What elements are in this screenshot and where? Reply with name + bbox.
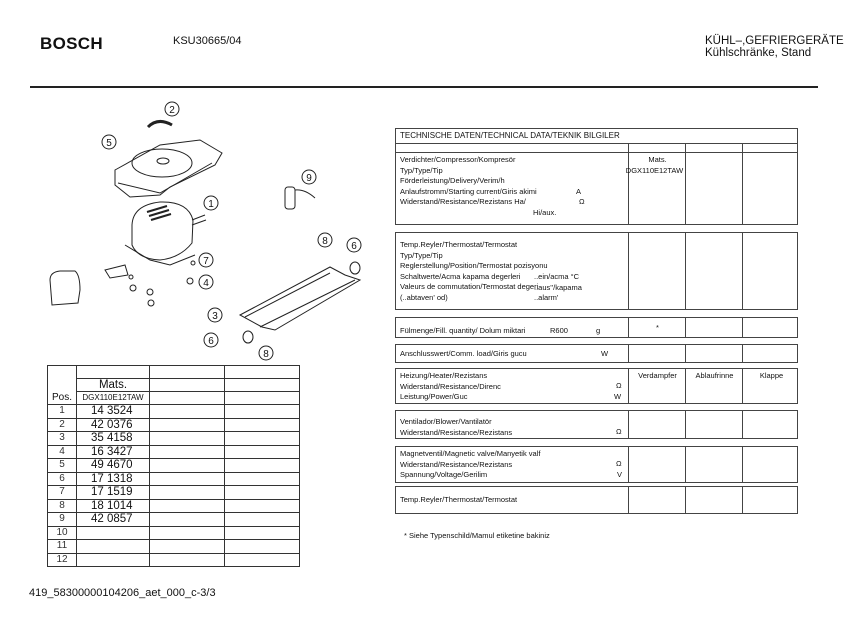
unit-ohm: Ω <box>579 197 585 206</box>
fill-value: * <box>656 323 659 332</box>
category-line-2: Kühlschränke, Stand <box>705 47 812 59</box>
callout-6a: 6 <box>351 241 357 252</box>
callout-8b: 8 <box>263 349 269 360</box>
table-row: 4 16 3427 <box>48 445 300 459</box>
tech-heater-block: Heizung/Heater/Rezistans Widerstand/Resistance/Direnc Leistung/Power/Guc Ω W Verdampfer Ablaufrinne Klappe <box>395 368 798 404</box>
callout-2: 2 <box>169 105 175 116</box>
callout-7: 7 <box>203 256 209 267</box>
category-line-1: KÜHL–,GEFRIERGERÄTE <box>705 35 844 47</box>
compressor-type: DGX110E12TAW <box>625 165 684 175</box>
grommet-part <box>187 278 193 284</box>
document-id: 419_58300000104206_aet_000_c-3/3 <box>29 587 216 599</box>
callout-6b: 6 <box>208 336 214 347</box>
pos-header: Pos. <box>48 366 77 405</box>
tech-thermostat-block: Temp.Reyler/Thermostat/Termostat Typ/Type/Tip Reglerstellung/Position/Termostat pozisyonu Schaltwerte/Acma kapama degerleri Valeurs de commutation/Termostat degeri (..abtaven' od) ..ein/acma °C ..aus''/kapama ..alarm' <box>395 232 798 310</box>
callout-9: 9 <box>306 173 312 184</box>
heater-col-klappe: Klappe <box>759 371 784 380</box>
exploded-diagram <box>30 95 370 365</box>
tech-load-block: Anschlusswert/Comm. load/Giris gucu W <box>395 344 798 363</box>
hose-part <box>148 121 172 127</box>
mounting-rail-part <box>240 267 360 330</box>
tech-blower-block: Ventilador/Blower/Vantilatör Widerstand/Resistance/Rezistans Ω <box>395 410 798 439</box>
rubber-foot-part <box>350 262 360 274</box>
compressor-mats-label: Mats. <box>648 155 667 164</box>
table-row: 6 17 1318 <box>48 472 300 486</box>
clip-part <box>105 265 128 278</box>
table-row: 8 18 1014 <box>48 499 300 513</box>
compressor-part <box>132 202 193 260</box>
table-row: 10 <box>48 526 300 540</box>
category <box>705 35 844 59</box>
table-row: 9 42 0857 <box>48 513 300 527</box>
callout-4: 4 <box>203 278 209 289</box>
heater-col-verdampfer: Verdampfer <box>638 371 677 380</box>
header-divider <box>30 86 818 88</box>
table-row: 2 42 0376 <box>48 418 300 432</box>
callout-8a: 8 <box>322 236 328 247</box>
tech-valve-block: Magnetventil/Magnetic valve/Manyetik valf Widerstand/Resistance/Rezistans Spannung/Voltage/Gerilim Ω V <box>395 446 798 483</box>
table-row: 7 17 1519 <box>48 486 300 500</box>
unit-ampere: A <box>576 187 582 196</box>
table-row: 12 <box>48 553 300 567</box>
type-header: DGX110E12TAW <box>77 392 150 405</box>
callout-1: 1 <box>208 199 214 210</box>
compressor-labels: Verdichter/Compressor/Kompresör Typ/Type/Tip Förderleistung/Delivery/Verim/h Anlaufstromm/Starting current/Giris akimi Widerstand/Resistance/Rezistans Ha/ Hi/aux. <box>400 155 557 217</box>
table-row: 5 49 4670 <box>48 459 300 473</box>
callout-3: 3 <box>212 311 218 322</box>
callout-5: 5 <box>106 138 112 149</box>
typeplate-note: * Siehe Typenschild/Mamul etiketine bakiniz <box>404 531 550 540</box>
tech-fill-block: Fülmenge/Fill. quantity/ Dolum miktari R600 g * <box>395 317 798 338</box>
mats-header: Mats. <box>77 379 150 392</box>
table-row: 11 <box>48 540 300 554</box>
brand-logo: BOSCH <box>40 34 103 53</box>
parts-table <box>47 365 300 567</box>
tech-thermostat2-block: Temp.Reyler/Thermostat/Termostat <box>395 486 798 514</box>
table-row: 3 35 4158 <box>48 432 300 446</box>
washer-part <box>191 261 195 265</box>
tech-title: TECHNISCHE DATEN/TECHNICAL DATA/TEKNIK BILGILER <box>396 129 797 144</box>
capacitor-part <box>285 187 295 209</box>
tech-compressor-block <box>395 128 798 225</box>
model-number: KSU30665/04 <box>173 35 242 47</box>
table-row: 1 14 3524 <box>48 405 300 419</box>
refrigerant: R600 <box>550 326 568 335</box>
heater-col-ablaufrinne: Ablaufrinne <box>695 371 734 380</box>
relay-part <box>50 271 80 305</box>
